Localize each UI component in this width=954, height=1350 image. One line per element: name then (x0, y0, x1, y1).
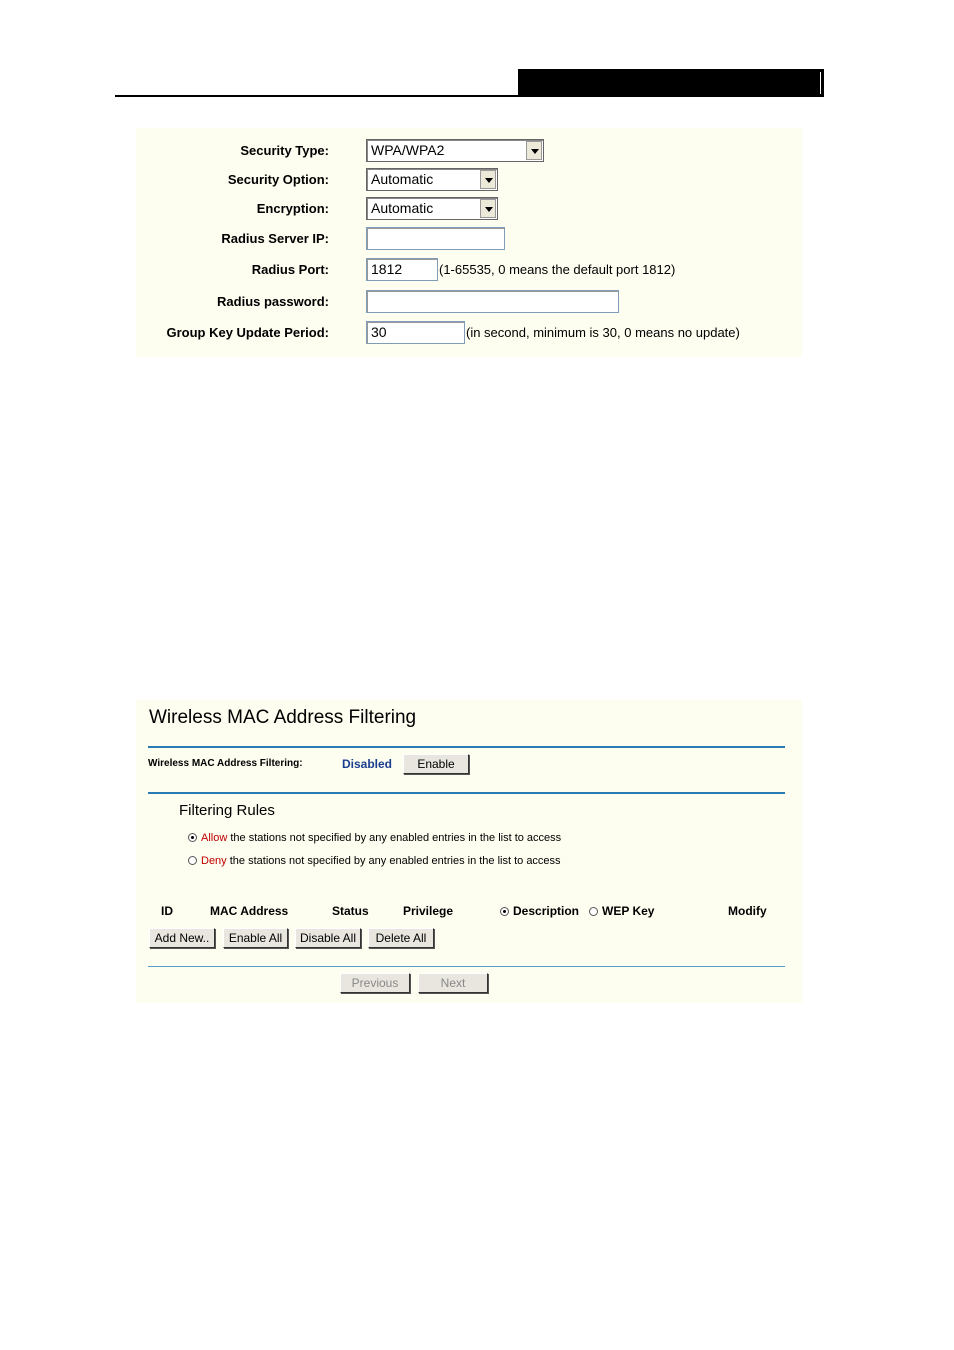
previous-button[interactable]: Previous (340, 973, 410, 993)
column-modify: Modify (728, 904, 767, 918)
column-wep-key: WEP Key (602, 904, 655, 918)
security-type-value: WPA/WPA2 (371, 142, 445, 158)
wireless-security-panel (136, 128, 802, 357)
allow-rule-option[interactable] (188, 832, 561, 844)
security-type-row (136, 139, 802, 163)
allow-radio[interactable] (188, 833, 197, 842)
encryption-value: Automatic (371, 200, 434, 216)
wep-key-option[interactable] (589, 904, 654, 918)
filtering-rules-title: Filtering Rules (179, 802, 275, 819)
delete-all-button[interactable]: Delete All (368, 928, 434, 948)
radius-password-row (136, 290, 802, 314)
divider (148, 792, 785, 794)
radius-port-hint: (1-65535, 0 means the default port 1812) (439, 262, 676, 277)
group-key-hint: (in second, minimum is 30, 0 means no update) (466, 325, 740, 340)
wep-key-radio[interactable] (589, 907, 598, 916)
chevron-down-icon[interactable] (480, 199, 496, 218)
column-description: Description (513, 904, 580, 918)
allow-text: the stations not specified by any enabled entries in the list to access (227, 832, 562, 844)
filtering-status-label: Wireless MAC Address Filtering: (148, 758, 303, 769)
status-badge: Disabled (342, 757, 393, 771)
security-option-select[interactable] (366, 168, 498, 191)
encryption-label: Encryption: (256, 201, 329, 216)
radius-ip-row (136, 227, 802, 251)
deny-keyword: Deny (201, 855, 227, 867)
column-id: ID (161, 904, 173, 918)
security-option-value: Automatic (371, 171, 434, 187)
radius-password-input[interactable] (366, 290, 619, 313)
radius-port-input[interactable] (366, 258, 438, 281)
deny-text: the stations not specified by any enabled entries in the list to access (226, 855, 561, 867)
deny-radio[interactable] (188, 856, 197, 865)
radius-ip-label: Radius Server IP: (221, 231, 329, 246)
deny-rule-option[interactable] (188, 855, 561, 867)
divider (148, 966, 785, 967)
column-mac-address: MAC Address (210, 904, 289, 918)
allow-keyword: Allow (201, 832, 228, 844)
page-title: Wireless MAC Address Filtering (149, 707, 417, 728)
column-privilege: Privilege (403, 904, 454, 918)
chevron-down-icon[interactable] (526, 141, 542, 160)
security-option-label: Security Option: (227, 172, 329, 187)
radius-port-value: 1812 (371, 261, 403, 277)
column-status: Status (332, 904, 369, 918)
enable-button[interactable]: Enable (403, 754, 469, 774)
security-type-select[interactable] (366, 139, 544, 162)
radius-ip-input[interactable] (366, 227, 505, 250)
description-radio[interactable] (500, 907, 509, 916)
next-button[interactable]: Next (418, 973, 488, 993)
group-key-row (136, 321, 802, 345)
group-key-input[interactable] (366, 321, 465, 344)
security-type-label: Security Type: (240, 143, 329, 158)
encryption-row (136, 197, 802, 221)
radius-password-label: Radius password: (217, 294, 329, 309)
mac-filtering-panel (136, 700, 802, 1003)
page-header-rule (115, 95, 824, 97)
encryption-select[interactable] (366, 197, 498, 220)
security-option-row (136, 168, 802, 192)
group-key-label: Group Key Update Period: (166, 325, 329, 340)
radius-port-row (136, 258, 802, 282)
divider (148, 746, 785, 748)
enable-all-button[interactable]: Enable All (223, 928, 288, 948)
group-key-value: 30 (371, 324, 387, 340)
radius-port-label: Radius Port: (251, 262, 329, 277)
description-option[interactable] (500, 904, 579, 918)
chevron-down-icon[interactable] (480, 170, 496, 189)
page-header-bar (518, 69, 824, 97)
disable-all-button[interactable]: Disable All (295, 928, 361, 948)
add-new-button[interactable]: Add New.. (149, 928, 215, 948)
